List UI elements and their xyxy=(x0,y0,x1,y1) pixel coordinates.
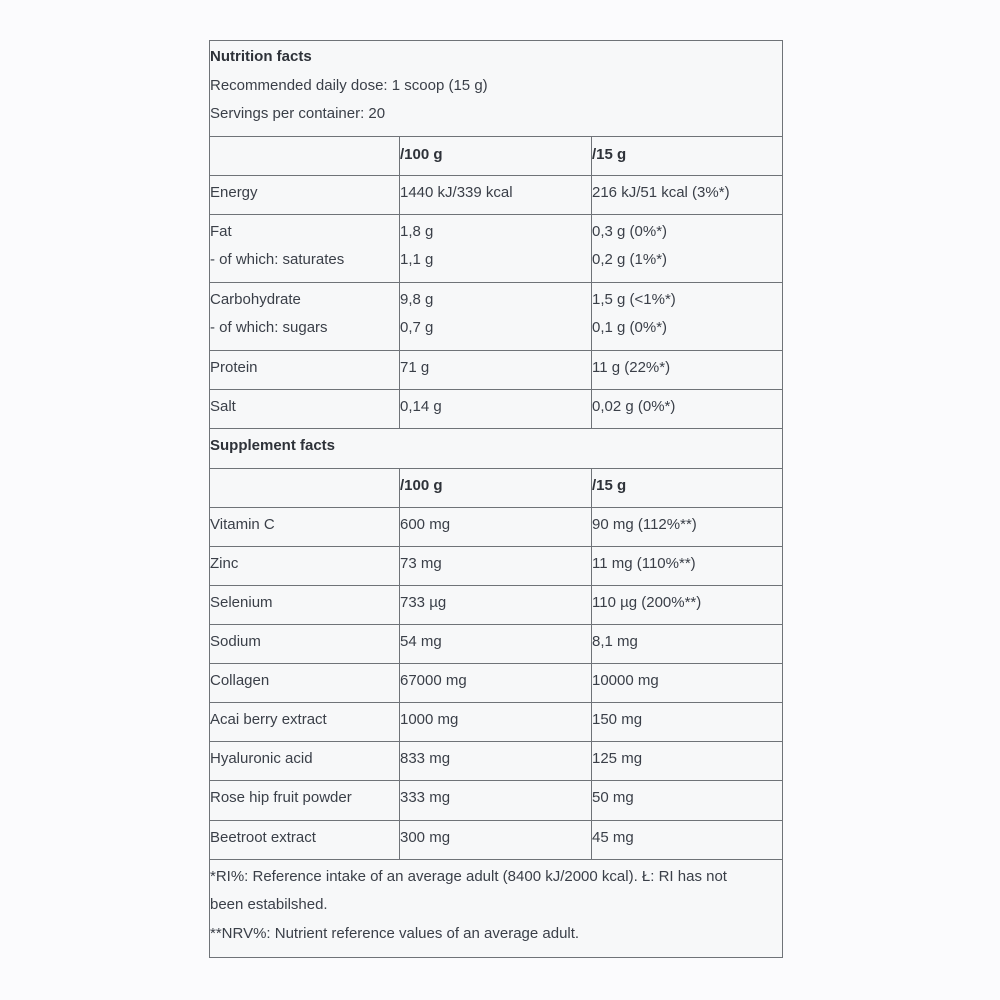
row-divider xyxy=(210,780,782,781)
supplement-row-per15: 125 mg xyxy=(592,750,643,767)
nutrition-row-per100: 1,1 g xyxy=(400,251,434,268)
row-divider xyxy=(210,389,782,390)
nutrition-row-per15: 216 kJ/51 kcal (3%*) xyxy=(592,184,730,201)
supplement-row-per100: 54 mg xyxy=(400,633,442,650)
supplement-col-100g-header: /100 g xyxy=(400,477,443,494)
nutrition-row-per100: 0,7 g xyxy=(400,319,434,336)
supplement-col-15g-header: /15 g xyxy=(592,477,627,494)
supplement-row-per100: 73 mg xyxy=(400,555,442,572)
row-divider xyxy=(210,428,782,429)
row-divider xyxy=(210,214,782,215)
nutrition-facts-table xyxy=(209,40,783,958)
row-divider xyxy=(210,820,782,821)
nutrition-facts-title: Nutrition facts xyxy=(210,48,312,65)
row-divider xyxy=(210,350,782,351)
supplement-row-per100: 300 mg xyxy=(400,829,451,846)
row-divider xyxy=(210,663,782,664)
supplement-row-label: Hyaluronic acid xyxy=(210,750,313,767)
nutrition-col-100g-header: /100 g xyxy=(400,146,443,163)
nutrition-row-per15: 0,2 g (1%*) xyxy=(592,251,668,268)
nutrition-row-label: Fat xyxy=(210,223,232,240)
nutrition-row-per100: 1440 kJ/339 kcal xyxy=(400,184,513,201)
footnote-ri-continued: been estabilshed. xyxy=(210,896,328,913)
row-divider xyxy=(210,175,782,176)
servings-per-container: Servings per container: 20 xyxy=(210,105,386,122)
column-divider xyxy=(591,136,592,428)
row-divider xyxy=(210,546,782,547)
nutrition-row-per15: 0,3 g (0%*) xyxy=(592,223,668,240)
nutrition-row-per15: 0,02 g (0%*) xyxy=(592,398,676,415)
nutrition-row-per100: 1,8 g xyxy=(400,223,434,240)
row-divider xyxy=(210,702,782,703)
nutrition-row-label: Carbohydrate xyxy=(210,291,301,308)
supplement-row-per100: 833 mg xyxy=(400,750,451,767)
recommended-dose: Recommended daily dose: 1 scoop (15 g) xyxy=(210,77,488,94)
row-divider xyxy=(210,507,782,508)
row-divider xyxy=(210,859,782,860)
supplement-row-label: Sodium xyxy=(210,633,261,650)
supplement-row-label: Selenium xyxy=(210,594,273,611)
row-divider xyxy=(210,624,782,625)
nutrition-col-15g-header: /15 g xyxy=(592,146,627,163)
nutrition-row-per15: 11 g (22%*) xyxy=(592,359,671,376)
nutrition-row-label: Protein xyxy=(210,359,258,376)
supplement-row-label: Rose hip fruit powder xyxy=(210,789,352,806)
row-divider xyxy=(210,585,782,586)
nutrition-row-label: - of which: saturates xyxy=(210,251,345,268)
nutrition-row-per15: 0,1 g (0%*) xyxy=(592,319,668,336)
column-divider xyxy=(399,468,400,859)
row-divider xyxy=(210,136,782,137)
supplement-row-per15: 110 µg (200%**) xyxy=(592,594,702,611)
supplement-row-per15: 11 mg (110%**) xyxy=(592,555,696,572)
nutrition-row-label: Salt xyxy=(210,398,236,415)
supplement-row-per15: 10000 mg xyxy=(592,672,659,689)
supplement-row-per15: 90 mg (112%**) xyxy=(592,516,697,533)
supplement-row-per100: 1000 mg xyxy=(400,711,459,728)
column-divider xyxy=(399,136,400,428)
nutrition-row-label: Energy xyxy=(210,184,258,201)
supplement-row-label: Zinc xyxy=(210,555,239,572)
footnote-ri: *RI%: Reference intake of an average adult (8400 kJ/2000 kcal). Ł: RI has not xyxy=(210,868,727,885)
supplement-row-per100: 600 mg xyxy=(400,516,451,533)
row-divider xyxy=(210,741,782,742)
supplement-row-label: Vitamin C xyxy=(210,516,275,533)
supplement-row-label: Beetroot extract xyxy=(210,829,316,846)
nutrition-row-per100: 9,8 g xyxy=(400,291,434,308)
supplement-facts-title: Supplement facts xyxy=(210,437,336,454)
supplement-row-per100: 333 mg xyxy=(400,789,451,806)
nutrition-row-label: - of which: sugars xyxy=(210,319,328,336)
footnote-nrv: **NRV%: Nutrient reference values of an average adult. xyxy=(210,925,580,942)
supplement-row-per15: 45 mg xyxy=(592,829,634,846)
supplement-row-per100: 733 µg xyxy=(400,594,447,611)
supplement-row-per15: 150 mg xyxy=(592,711,643,728)
nutrition-row-per100: 71 g xyxy=(400,359,430,376)
supplement-row-per15: 50 mg xyxy=(592,789,634,806)
nutrition-row-per15: 1,5 g (<1%*) xyxy=(592,291,676,308)
supplement-row-per100: 67000 mg xyxy=(400,672,467,689)
row-divider xyxy=(210,282,782,283)
nutrition-row-per100: 0,14 g xyxy=(400,398,442,415)
supplement-row-label: Collagen xyxy=(210,672,270,689)
supplement-row-per15: 8,1 mg xyxy=(592,633,638,650)
column-divider xyxy=(591,468,592,859)
row-divider xyxy=(210,468,782,469)
supplement-row-label: Acai berry extract xyxy=(210,711,327,728)
